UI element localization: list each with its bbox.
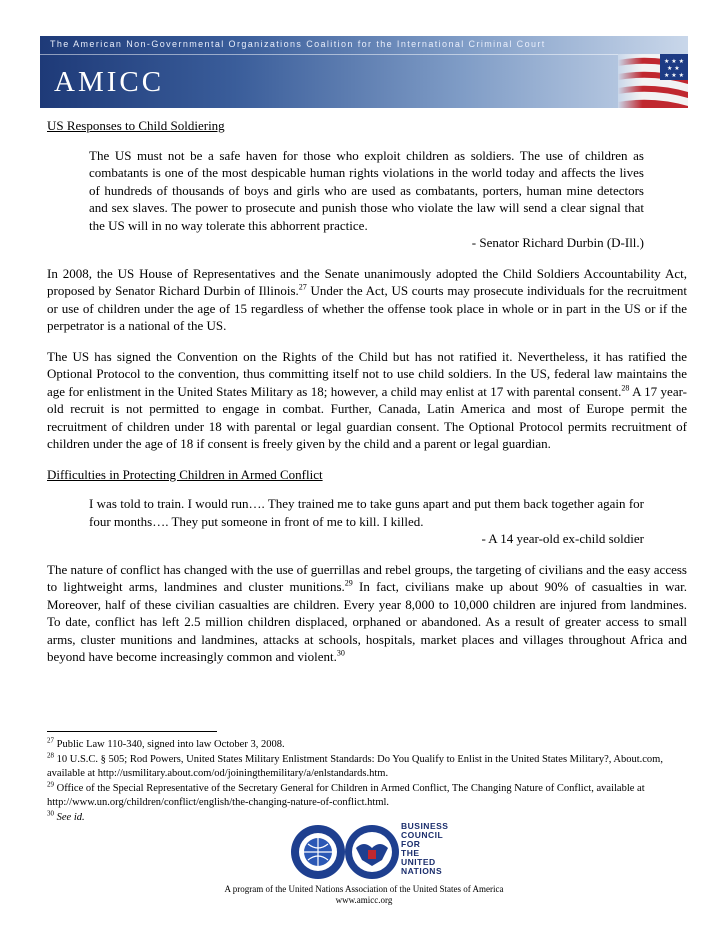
footer-website: www.amicc.org	[335, 895, 393, 905]
business-council-un-logo: BUSINESS COUNCIL FOR THE UNITED NATIONS	[401, 821, 449, 876]
footnote-ref-29: 29	[344, 578, 353, 588]
us-eagle-seal-icon	[345, 825, 399, 879]
durbin-quote: The US must not be a safe haven for those who exploit children as soldiers. The use of children as combatants is one of the most despicable human rights violations in the world today and affects the lives of hundreds of thousands of boys and girls who are used as combatants, porters, human mine detectors and sex slaves. The power to prosecute and punish those who violate the law will send a clear signal that the US will in no way tolerate this abhorrent practice.	[89, 147, 644, 233]
banner-subtitle-strip	[40, 36, 688, 55]
footnote-divider	[47, 731, 217, 732]
amicc-logo: AMICC	[54, 66, 165, 98]
section-heading-difficulties: Difficulties in Protecting Children in Armed Conflict	[47, 466, 323, 482]
us-flag-icon	[618, 54, 688, 108]
ex-child-soldier-attribution: - A 14 year-old ex-child soldier	[481, 531, 644, 546]
footnote-ref-27: 27	[298, 282, 307, 292]
section-heading-us-responses: US Responses to Child Soldiering	[47, 118, 225, 133]
footnotes	[47, 738, 697, 825]
footnote-30: $^{30}$ See id.	[47, 809, 85, 823]
document-body	[47, 117, 687, 666]
paragraph-child-soldiers-act: In 2008, the US House of Representatives and the Senate unanimously adopted the Child Soldiers Accountability Act, proposed by Senator Richard Durbin of Illinois.$^{27}$ Under the Act, US courts may prosecute individuals for the recruitment or use of children under the age of 15 regardless of whether the offense took place in whole or in part in the US or if the perpetrator is a national of the US.	[47, 265, 687, 333]
header-banner	[40, 36, 688, 108]
paragraph-convention-rights-child: The US has signed the Convention on the Rights of the Child but has not ratified it. Nevertheless, it has ratified the Optional Protocol to the convention, thus committing itself not to use child soldiers. In the US, federal law maintains the age for enlistment in the United States Military as 18; however, a child may enlist at 17 with parental consent.$^{28}$ A 17 year-old recruit is not permitted to engage in combat. Further, Canada, Latin America and most of Europe permit the recruitment of children under 18 with parental or legal guardian consent. The Optional Protocol permits recruitment of children under the age of 18 if consent is freely given by the child and a parent or legal guardian.	[47, 348, 687, 451]
page-footer	[0, 884, 728, 906]
banner-subtitle: The American Non-Governmental Organizations Coalition for the International Criminal Court	[50, 39, 546, 49]
paragraph-nature-of-conflict: The nature of conflict has changed with the use of guerrillas and rebel groups, the targeting of civilians and the easy access to lightweight arms, landmines and cluster munitions.$^{29}$ In fact, civilians make up about 90% of casualties in war. Moreover, half of these civilian casualties are children. Every year 8,000 to 10,000 children are injured from landmines. To date, conflict has left 2.5 million children displaced, orphaned or abandoned. As a result of greater access to small arms, cluster munitions and landmines, attacks at schools, hospitals, market places and villages throughout Africa and beyond have become increasingly common and violent.$^{30}$	[47, 561, 687, 664]
ex-child-soldier-quote: I was told to train. I would run…. They trained me to take guns apart and put them back together again for four months…. They put someone in front of me to kill. I killed.	[89, 496, 644, 529]
durbin-attribution: - Senator Richard Durbin (D-Ill.)	[471, 235, 644, 250]
footnote-ref-28: 28	[621, 383, 630, 393]
footer-program-line: A program of the United Nations Association of the United States of America	[224, 884, 504, 894]
footnote-28: $^{28}$ 10 U.S.C. § 505; Rod Powers, United States Military Enlistment Standards: Do You Qualify to Enlist in the United States Military?, About.com, available at http://usmilitary.about.com/od/joiningthemilitary/a/enlstandards.htm.	[47, 751, 663, 779]
footnote-29: $^{29}$ Office of the Special Representative of the Secretary General for Children in Armed Conflict, The Changing Nature of Conflict, available at http://www.un.org/children/conflict/english/the-changing-nature-of-conflict.html.	[47, 780, 645, 808]
footnote-ref-30: 30	[336, 648, 345, 658]
una-usa-seal-icon	[291, 825, 345, 879]
footnote-27: $^{27}$ Public Law 110-340, signed into law October 3, 2008.	[47, 736, 285, 750]
